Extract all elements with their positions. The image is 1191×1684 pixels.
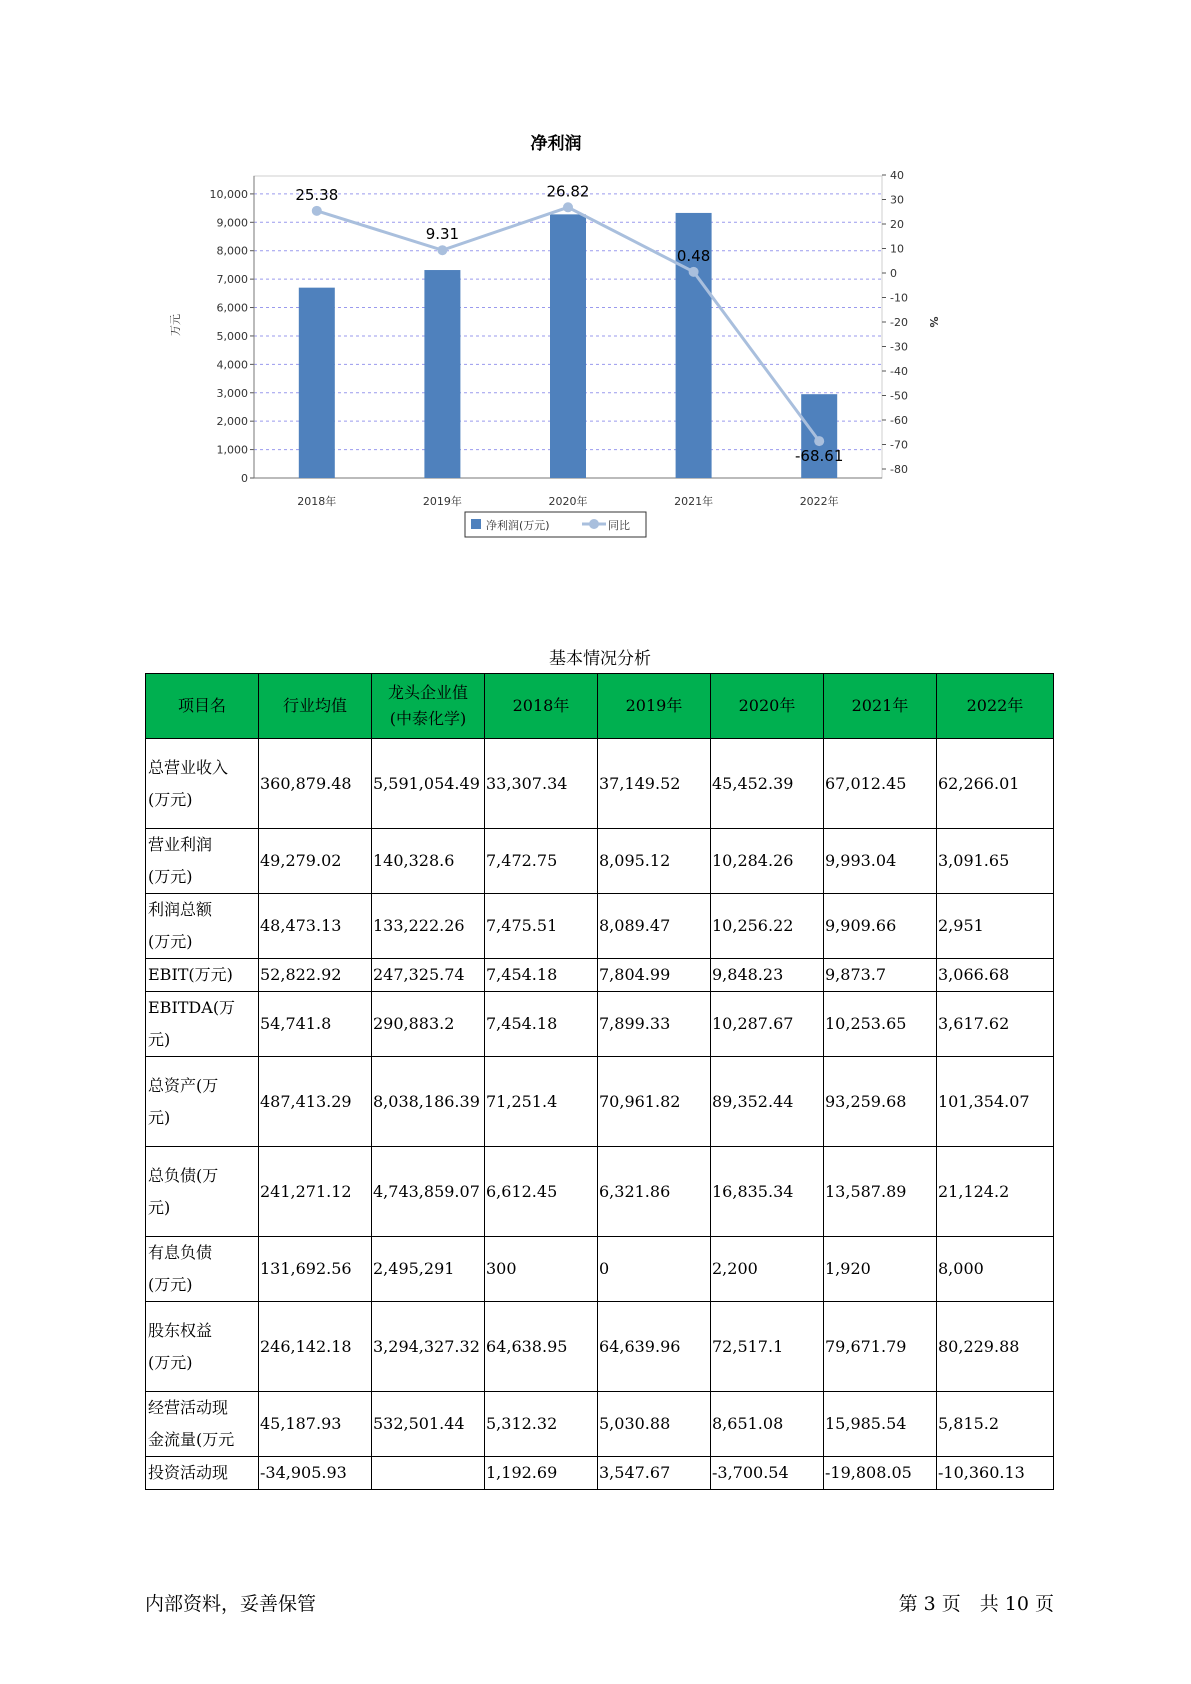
footer-confidential: 内部资料，妥善保管 <box>145 1593 317 1615</box>
row-label-cell: 营业利润 (万元) <box>146 829 259 894</box>
value-cell: 7,899.33 <box>598 992 711 1057</box>
value-cell: 80,229.88 <box>937 1302 1054 1392</box>
value-cell: 72,517.1 <box>711 1302 824 1392</box>
value-cell: 45,187.93 <box>259 1392 372 1457</box>
value-cell: 6,321.86 <box>598 1147 711 1237</box>
legend-bar-swatch <box>471 519 481 529</box>
value-cell: 7,472.75 <box>485 829 598 894</box>
value-cell: 241,271.12 <box>259 1147 372 1237</box>
y2-tick-label: -10 <box>890 291 908 305</box>
table-header-row <box>146 674 1054 739</box>
y2-tick-label: -70 <box>890 438 908 452</box>
value-cell: 140,328.6 <box>372 829 485 894</box>
x-tick-label: 2020年 <box>548 495 588 508</box>
y-tick-label: 6,000 <box>216 301 248 315</box>
table-row <box>146 829 1054 894</box>
y2-tick-label: -60 <box>890 414 908 427</box>
value-cell: 2,200 <box>711 1237 824 1302</box>
table-row <box>146 1057 1054 1147</box>
row-label-cell: 总资产(万 元) <box>146 1057 259 1147</box>
header-cell: 2022年 <box>937 674 1054 739</box>
value-cell: 3,547.67 <box>598 1457 711 1490</box>
value-cell: 246,142.18 <box>259 1302 372 1392</box>
data-label: 9.31 <box>425 225 460 244</box>
value-cell: 45,452.39 <box>711 739 824 829</box>
value-cell: 8,095.12 <box>598 829 711 894</box>
value-cell: 4,743,859.07 <box>372 1147 485 1237</box>
y2-tick-label: -30 <box>890 340 908 354</box>
bar-2018年 <box>299 288 335 478</box>
row-label-cell: 投资活动现 <box>146 1457 259 1490</box>
legend-line-label: 同比 <box>608 519 630 532</box>
y2-tick-label: 40 <box>890 169 904 182</box>
value-cell: 0 <box>598 1237 711 1302</box>
y2-tick-label: -20 <box>890 316 908 329</box>
value-cell: 131,692.56 <box>259 1237 372 1302</box>
row-label-cell: EBIT(万元) <box>146 959 259 992</box>
row-label-cell: 有息负债 (万元) <box>146 1237 259 1302</box>
value-cell: 101,354.07 <box>937 1057 1054 1147</box>
value-cell: 3,066.68 <box>937 959 1054 992</box>
value-cell: 5,030.88 <box>598 1392 711 1457</box>
data-label: -68.61 <box>795 447 844 466</box>
y2-tick-label: -40 <box>890 365 908 378</box>
header-cell: 2020年 <box>711 674 824 739</box>
header-cell: 2019年 <box>598 674 711 739</box>
value-cell: 71,251.4 <box>485 1057 598 1147</box>
value-cell: 67,012.45 <box>824 739 937 829</box>
value-cell: 8,000 <box>937 1237 1054 1302</box>
row-label-cell: 经营活动现 金流量(万元 <box>146 1392 259 1457</box>
y-tick-label: 7,000 <box>216 273 248 287</box>
value-cell: 3,091.65 <box>937 829 1054 894</box>
value-cell: -3,700.54 <box>711 1457 824 1490</box>
row-label-cell: EBITDA(万 元) <box>146 992 259 1057</box>
value-cell: 8,089.47 <box>598 894 711 959</box>
value-cell: 133,222.26 <box>372 894 485 959</box>
value-cell: 9,909.66 <box>824 894 937 959</box>
value-cell: 10,256.22 <box>711 894 824 959</box>
value-cell: 93,259.68 <box>824 1057 937 1147</box>
x-tick-label: 2018年 <box>297 495 337 508</box>
value-cell: 79,671.79 <box>824 1302 937 1392</box>
bar-2020年 <box>550 214 586 478</box>
value-cell: 10,253.65 <box>824 992 937 1057</box>
value-cell: 62,266.01 <box>937 739 1054 829</box>
value-cell: 6,612.45 <box>485 1147 598 1237</box>
value-cell: 1,920 <box>824 1237 937 1302</box>
header-cell: 项目名 <box>146 674 259 739</box>
y2-tick-label: -50 <box>890 389 908 403</box>
value-cell: 64,638.95 <box>485 1302 598 1392</box>
value-cell: 5,591,054.49 <box>372 739 485 829</box>
row-label-cell: 总负债(万 元) <box>146 1147 259 1237</box>
value-cell: 8,038,186.39 <box>372 1057 485 1147</box>
value-cell: 360,879.48 <box>259 739 372 829</box>
legend-bar-label: 净利润(万元) <box>486 519 550 532</box>
value-cell: 5,312.32 <box>485 1392 598 1457</box>
data-label: 25.38 <box>295 185 339 204</box>
y2-tick-label: 20 <box>890 218 904 231</box>
x-tick-label: 2022年 <box>799 495 839 508</box>
footer-page-number: 第 3 页 共 10 页 <box>898 1593 1054 1615</box>
value-cell: 33,307.34 <box>485 739 598 829</box>
y-tick-label: 9,000 <box>216 216 248 230</box>
value-cell: 70,961.82 <box>598 1057 711 1147</box>
value-cell: -19,808.05 <box>824 1457 937 1490</box>
value-cell: 21,124.2 <box>937 1147 1054 1237</box>
y2-tick-label: 0 <box>890 267 897 280</box>
value-cell: 16,835.34 <box>711 1147 824 1237</box>
value-cell: 2,951 <box>937 894 1054 959</box>
y-tick-label: 2,000 <box>216 415 248 429</box>
y-tick-label: 5,000 <box>216 329 248 343</box>
value-cell: 52,822.92 <box>259 959 372 992</box>
value-cell: 48,473.13 <box>259 894 372 959</box>
value-cell: 10,287.67 <box>711 992 824 1057</box>
y2-tick-label: -80 <box>890 463 908 476</box>
row-label-cell: 股东权益 (万元) <box>146 1302 259 1392</box>
table-row <box>146 894 1054 959</box>
value-cell: 3,617.62 <box>937 992 1054 1057</box>
y-tick-label: 10,000 <box>209 187 248 201</box>
value-cell: 247,325.74 <box>372 959 485 992</box>
value-cell: 37,149.52 <box>598 739 711 829</box>
y2-axis-label: % <box>927 316 940 328</box>
header-cell: 龙头企业值 (中泰化学) <box>372 674 485 739</box>
value-cell: 5,815.2 <box>937 1392 1054 1457</box>
value-cell: 532,501.44 <box>372 1392 485 1457</box>
value-cell: 10,284.26 <box>711 829 824 894</box>
value-cell <box>372 1457 485 1490</box>
value-cell: 8,651.08 <box>711 1392 824 1457</box>
value-cell: 7,454.18 <box>485 992 598 1057</box>
row-label-cell: 利润总额 (万元) <box>146 894 259 959</box>
table-row <box>146 1302 1054 1392</box>
y-tick-label: 8,000 <box>216 244 248 258</box>
table-body <box>146 739 1054 1490</box>
value-cell: 7,454.18 <box>485 959 598 992</box>
yoy-point-2018年 <box>312 206 322 216</box>
basic-analysis-table <box>145 673 1054 1490</box>
value-cell: 15,985.54 <box>824 1392 937 1457</box>
header-cell: 2018年 <box>485 674 598 739</box>
table-row <box>146 1237 1054 1302</box>
value-cell: 2,495,291 <box>372 1237 485 1302</box>
y2-tick-label: 30 <box>890 193 904 207</box>
bar-2019年 <box>424 270 460 478</box>
row-label-cell: 总营业收入 (万元) <box>146 739 259 829</box>
y-tick-label: 1,000 <box>216 443 248 457</box>
data-label: 26.82 <box>546 182 590 201</box>
y-axis-label: 万元 <box>169 314 182 336</box>
yoy-point-2021年 <box>689 267 699 277</box>
value-cell: 7,475.51 <box>485 894 598 959</box>
table-caption: 基本情况分析 <box>549 649 651 669</box>
yoy-point-2022年 <box>814 436 824 446</box>
table-row <box>146 992 1054 1057</box>
y-tick-label: 4,000 <box>216 358 248 372</box>
value-cell: -10,360.13 <box>937 1457 1054 1490</box>
x-tick-label: 2019年 <box>422 495 462 508</box>
table-row <box>146 1392 1054 1457</box>
chart-title: 净利润 <box>530 134 582 154</box>
x-tick-label: 2021年 <box>674 495 714 508</box>
value-cell: 487,413.29 <box>259 1057 372 1147</box>
value-cell: 290,883.2 <box>372 992 485 1057</box>
value-cell: 3,294,327.32 <box>372 1302 485 1392</box>
value-cell: 89,352.44 <box>711 1057 824 1147</box>
table-row <box>146 739 1054 829</box>
value-cell: 300 <box>485 1237 598 1302</box>
value-cell: 54,741.8 <box>259 992 372 1057</box>
value-cell: 9,993.04 <box>824 829 937 894</box>
value-cell: 1,192.69 <box>485 1457 598 1490</box>
value-cell: 7,804.99 <box>598 959 711 992</box>
value-cell: 64,639.96 <box>598 1302 711 1392</box>
value-cell: -34,905.93 <box>259 1457 372 1490</box>
yoy-point-2020年 <box>563 202 573 212</box>
header-cell: 2021年 <box>824 674 937 739</box>
value-cell: 9,873.7 <box>824 959 937 992</box>
value-cell: 9,848.23 <box>711 959 824 992</box>
y-tick-label: 3,000 <box>216 386 248 400</box>
y-tick-label: 0 <box>241 472 248 485</box>
table-row <box>146 1147 1054 1237</box>
yoy-point-2019年 <box>437 245 447 255</box>
table-row <box>146 959 1054 992</box>
y2-tick-label: 10 <box>890 242 904 256</box>
table-row <box>146 1457 1054 1490</box>
value-cell: 13,587.89 <box>824 1147 937 1237</box>
value-cell: 49,279.02 <box>259 829 372 894</box>
header-cell: 行业均值 <box>259 674 372 739</box>
net-profit-chart <box>150 130 1050 600</box>
legend-line-marker <box>589 519 599 529</box>
data-label: 0.48 <box>676 246 711 265</box>
